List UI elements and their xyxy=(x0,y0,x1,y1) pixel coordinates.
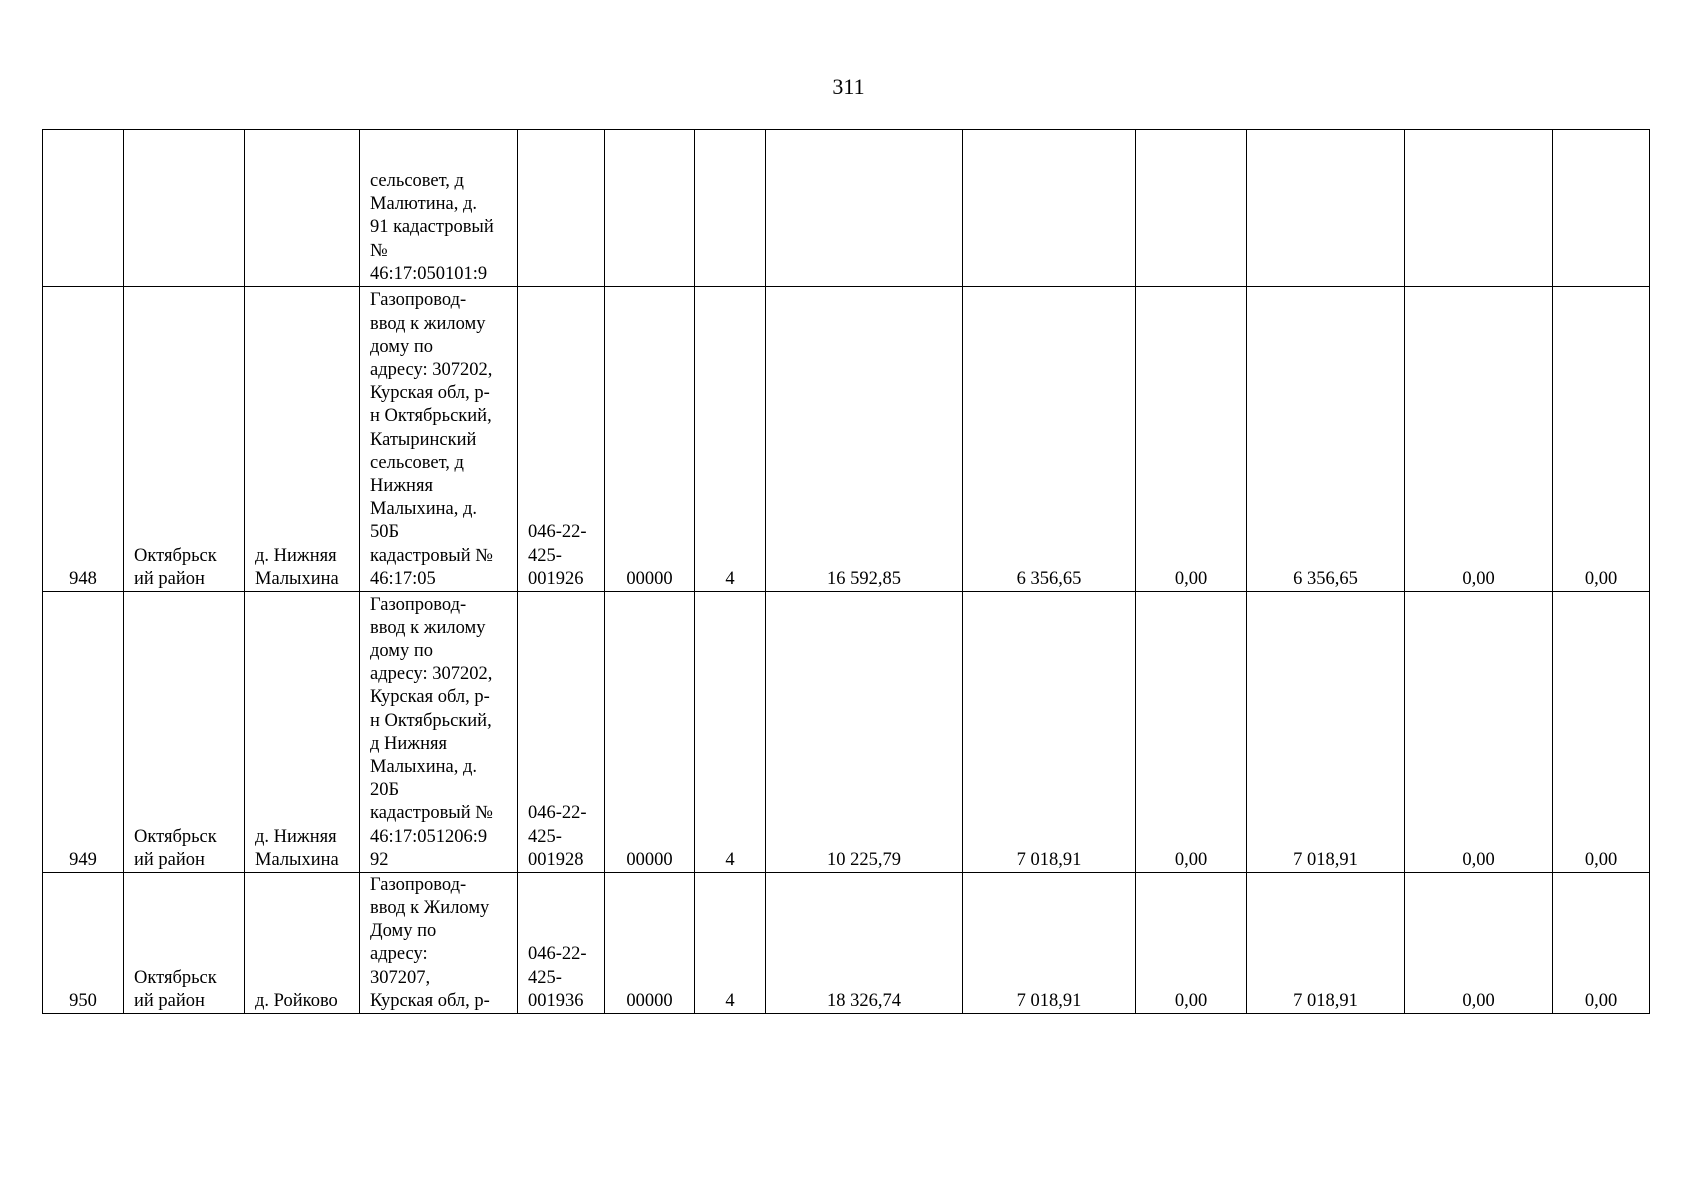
value-cell-4: 7 018,91 xyxy=(1247,873,1405,1014)
value-cell-2 xyxy=(963,130,1136,287)
object-description-cell: Газопровод- ввод к жилому дому по адресу: 307202, Курская обл, р- н Октябрьский, д Нижняя Малыхина, д. 20Б кадастровый № 46:17:051206:9 92 xyxy=(360,592,518,873)
inventory-number-cell xyxy=(518,130,605,287)
value-cell-1: 16 592,85 xyxy=(766,287,963,592)
value-cell-6: 0,00 xyxy=(1553,592,1650,873)
group-cell xyxy=(695,130,766,287)
district-cell: Октябрьск ий район xyxy=(124,287,245,592)
table-row xyxy=(43,873,1650,1014)
value-cell-5: 0,00 xyxy=(1405,287,1553,592)
group-cell: 4 xyxy=(695,287,766,592)
row-number-cell: 948 xyxy=(43,287,124,592)
settlement-cell: д. Нижняя Малыхина xyxy=(245,592,360,873)
table-row xyxy=(43,592,1650,873)
object-description-cell: Газопровод- ввод к жилому дому по адресу: 307202, Курская обл, р- н Октябрьский, Катыринский сельсовет, д Нижняя Малыхина, д. 50Б кадастровый № 46:17:05 xyxy=(360,287,518,592)
value-cell-1: 10 225,79 xyxy=(766,592,963,873)
page-number: 311 xyxy=(832,74,865,99)
row-number-cell: 949 xyxy=(43,592,124,873)
code-cell: 00000 xyxy=(605,592,695,873)
code-cell: 00000 xyxy=(605,287,695,592)
value-cell-2: 7 018,91 xyxy=(963,873,1136,1014)
value-cell-6: 0,00 xyxy=(1553,873,1650,1014)
settlement-cell: д. Нижняя Малыхина xyxy=(245,287,360,592)
value-cell-2: 6 356,65 xyxy=(963,287,1136,592)
value-cell-6: 0,00 xyxy=(1553,287,1650,592)
settlement-cell xyxy=(245,130,360,287)
value-cell-5: 0,00 xyxy=(1405,873,1553,1014)
value-cell-4: 7 018,91 xyxy=(1247,592,1405,873)
value-cell-5: 0,00 xyxy=(1405,592,1553,873)
row-number-cell: 950 xyxy=(43,873,124,1014)
group-cell: 4 xyxy=(695,873,766,1014)
value-cell-4: 6 356,65 xyxy=(1247,287,1405,592)
asset-table xyxy=(42,129,1650,1014)
row-number-cell xyxy=(43,130,124,287)
object-description-cell: Газопровод- ввод к Жилому Дому по адресу: 307207, Курская обл, р- xyxy=(360,873,518,1014)
value-cell-5 xyxy=(1405,130,1553,287)
inventory-number-cell: 046-22- 425- 001936 xyxy=(518,873,605,1014)
district-cell: Октябрьск ий район xyxy=(124,592,245,873)
inventory-number-cell: 046-22- 425- 001928 xyxy=(518,592,605,873)
value-cell-4 xyxy=(1247,130,1405,287)
value-cell-3 xyxy=(1136,130,1247,287)
value-cell-3: 0,00 xyxy=(1136,592,1247,873)
value-cell-3: 0,00 xyxy=(1136,873,1247,1014)
value-cell-6 xyxy=(1553,130,1650,287)
value-cell-3: 0,00 xyxy=(1136,287,1247,592)
code-cell: 00000 xyxy=(605,873,695,1014)
group-cell: 4 xyxy=(695,592,766,873)
district-cell xyxy=(124,130,245,287)
object-description-cell: сельсовет, д Малютина, д. 91 кадастровый № 46:17:050101:9 xyxy=(360,130,518,287)
table-row xyxy=(43,130,1650,287)
code-cell xyxy=(605,130,695,287)
table-row xyxy=(43,287,1650,592)
inventory-number-cell: 046-22- 425- 001926 xyxy=(518,287,605,592)
district-cell: Октябрьск ий район xyxy=(124,873,245,1014)
value-cell-1: 18 326,74 xyxy=(766,873,963,1014)
value-cell-1 xyxy=(766,130,963,287)
value-cell-2: 7 018,91 xyxy=(963,592,1136,873)
settlement-cell: д. Ройково xyxy=(245,873,360,1014)
